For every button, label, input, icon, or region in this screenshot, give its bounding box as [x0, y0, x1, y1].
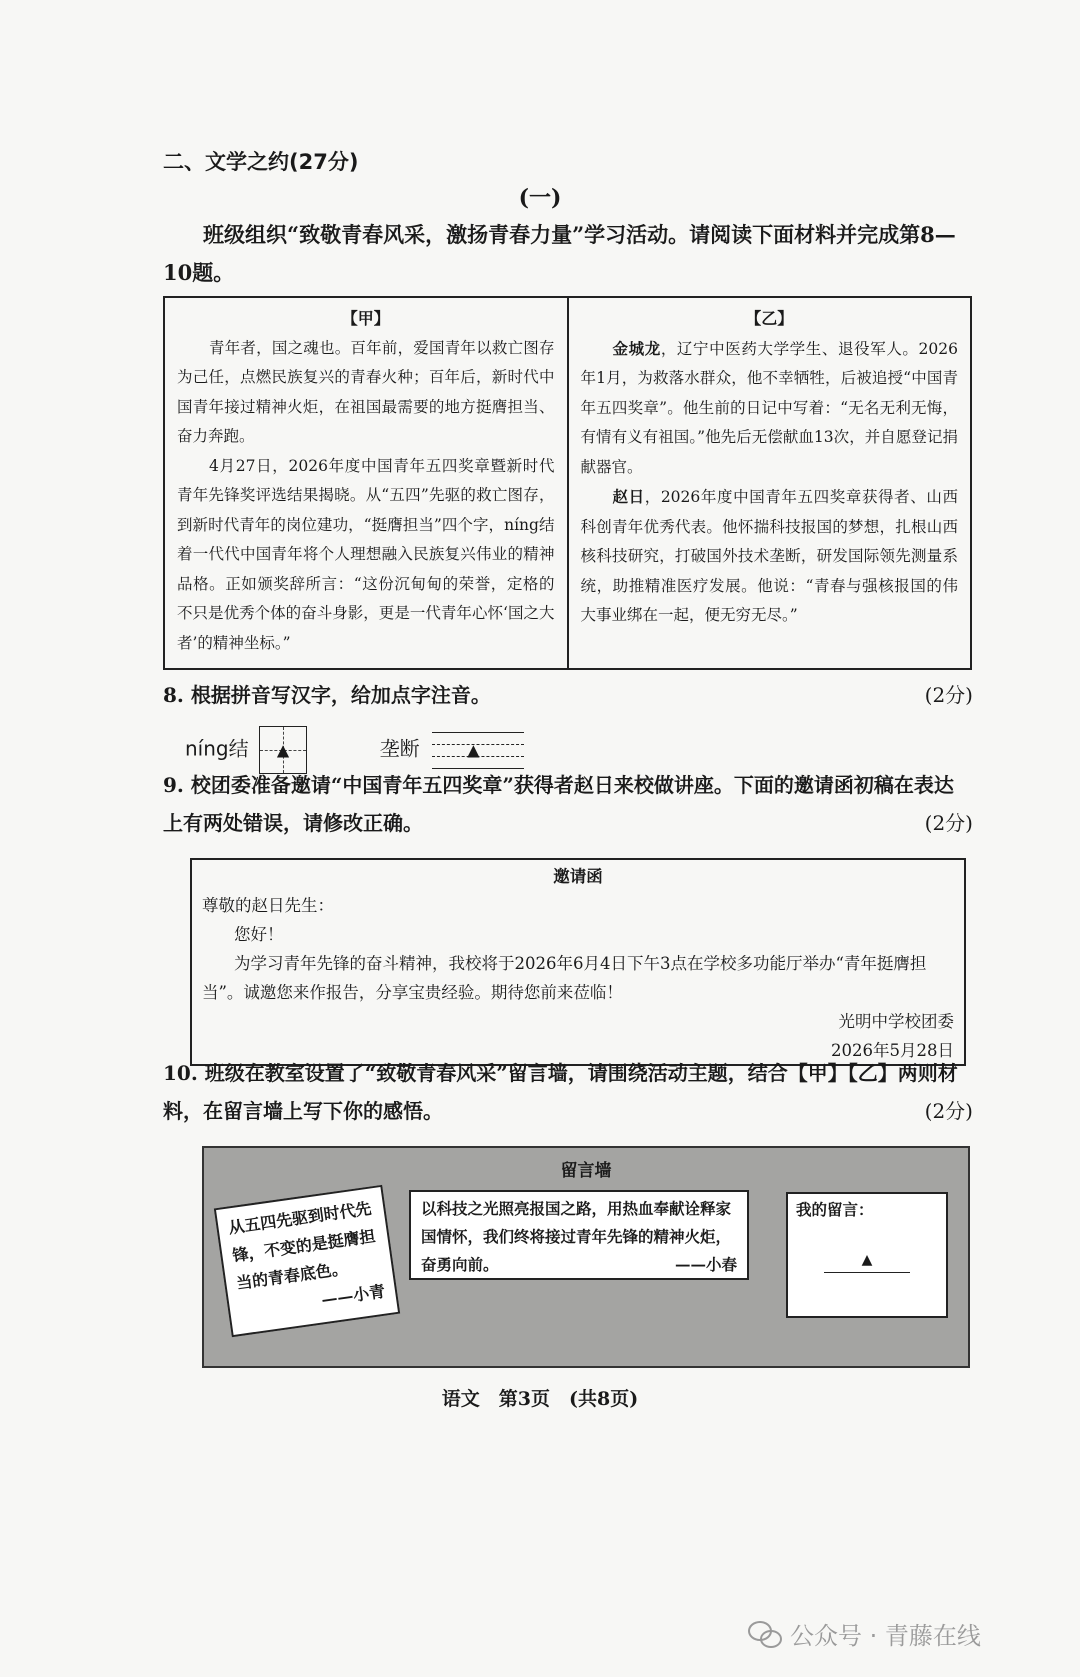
passage-number: (一)	[518, 185, 562, 211]
page-footer: 语文 第3页 (共8页)	[441, 1388, 639, 1410]
material-jia	[165, 298, 567, 668]
material-yi-head: 【乙】	[745, 309, 794, 328]
material-jia-head: 【甲】	[341, 309, 390, 328]
answer-mark-icon: ▲	[276, 740, 290, 760]
answer-mark-icon: ▲	[467, 740, 480, 760]
material-yi-p2-text: ，2026年度中国青年五四奖章获得者、山西科创青年优秀代表。他怀揣科技报国的梦想，扎根山西核科技研究，打破国外技术垄断，研发国际领先测量系统，助推精准医疗发展。他说：“青春与强核报国的伟大事业绑在一起，便无穷无尽。”	[580, 488, 958, 624]
invitation-hello: 您好！	[234, 925, 284, 944]
message-note-2-sign: ——小春	[674, 1255, 737, 1274]
question-8	[163, 676, 973, 714]
my-message-label: 我的留言：	[796, 1200, 874, 1219]
wechat-icon	[748, 1621, 782, 1647]
intro-text: 班级组织“致敬青春风采，激扬青春力量”学习活动。请阅读下面材料并完成第8—10题。	[163, 222, 956, 285]
message-note-1	[214, 1185, 400, 1337]
question-9-score: (2分)	[924, 811, 973, 835]
watermark	[748, 1616, 981, 1651]
answer-mark-icon: ▲	[861, 1252, 873, 1268]
invitation-body: 为学习青年先锋的奋斗精神，我校将于2026年6月4日下午3点在学校多功能厅举办“青年挺膺担当”。诚邀您来作报告，分享宝贵经验。期待您前来莅临！	[202, 954, 927, 1002]
pinyin-lines[interactable]	[432, 730, 524, 770]
material-yi	[567, 298, 971, 668]
watermark-text: 公众号 · 青藤在线	[790, 1622, 981, 1650]
invitation-org: 光明中学校团委	[838, 1012, 954, 1031]
material-box	[163, 296, 972, 670]
message-wall	[202, 1146, 970, 1368]
question-10-score: (2分)	[924, 1099, 973, 1123]
material-jia-p1: 青年者，国之魂也。百年前，爱国青年以救亡图存为己任，点燃民族复兴的青春火种；百年后，新时代中国青年接过精神火炬，在祖国最需要的地方挺膺担当、奋力奔跑。	[177, 338, 555, 445]
message-note-1-sign: ——小青	[320, 1281, 387, 1310]
question-8-text: 8. 根据拼音写汉字，给加点字注音。	[163, 683, 491, 707]
material-yi-p2	[581, 482, 959, 631]
material-jia-p2: 4月27日，2026年度中国青年五四奖章暨新时代青年先锋奖评选结果揭晓。从“五四”先驱的救亡图存，到新时代青年的岗位建功，“挺膺担当”四个字，níng结着一代代中国青年将个人理想融入民族复兴伟业的精神品格。正如颁奖辞所言：“这份沉甸甸的荣誉，定格的不只是优秀个体的奋斗身影，更是一代青年心怀‘国之大者’的精神坐标。”	[177, 456, 555, 652]
invitation-date: 2026年5月28日	[831, 1041, 954, 1060]
section-title: 二、文学之约(27分)	[163, 150, 359, 174]
message-note-2	[409, 1190, 749, 1280]
person-name-2: 赵日	[612, 487, 645, 506]
message-note-2-text: 以科技之光照亮报国之路，用热血奉献诠释家国情怀，我们终将接过青年先锋的精神火炬，奋勇向前。	[421, 1199, 732, 1274]
pinyin-item-1: níng结	[185, 736, 249, 761]
question-10	[163, 1054, 973, 1130]
material-yi-p1	[581, 334, 959, 483]
question-9	[163, 766, 973, 842]
invitation-letter	[190, 858, 966, 1066]
answer-line	[824, 1272, 910, 1273]
material-yi-p1-text: ，辽宁中医药大学学生、退役军人。2026年1月，为救落水群众，他不幸牺牲，后被追授“中国青年五四奖章”。他生前的日记中写着：“无名无利无悔，有情有义有祖国。”他先后无偿献血13次，并自愿登记捐献器官。	[580, 339, 958, 476]
question-9-text: 9. 校团委准备邀请“中国青年五四奖章”获得者赵日来校做讲座。下面的邀请函初稿在表达上有两处错误，请修改正确。	[163, 773, 954, 835]
invitation-greeting: 尊敬的赵日先生：	[202, 896, 334, 915]
message-note-1-text: 从五四先驱到时代先锋，不变的是挺膺担当的青春底色。	[227, 1198, 377, 1293]
message-wall-title: 留言墙	[560, 1161, 612, 1181]
question-8-score: (2分)	[924, 683, 973, 707]
invitation-title: 邀请函	[553, 867, 603, 886]
pinyin-item-2: 垄断	[379, 736, 420, 761]
person-name-1: 金城龙	[612, 338, 661, 358]
my-message-note[interactable]	[786, 1192, 948, 1318]
question-10-text: 10. 班级在教室设置了“致敬青春风采”留言墙，请围绕活动主题，结合【甲】【乙】两则材料，在留言墙上写下你的感悟。	[163, 1061, 958, 1123]
